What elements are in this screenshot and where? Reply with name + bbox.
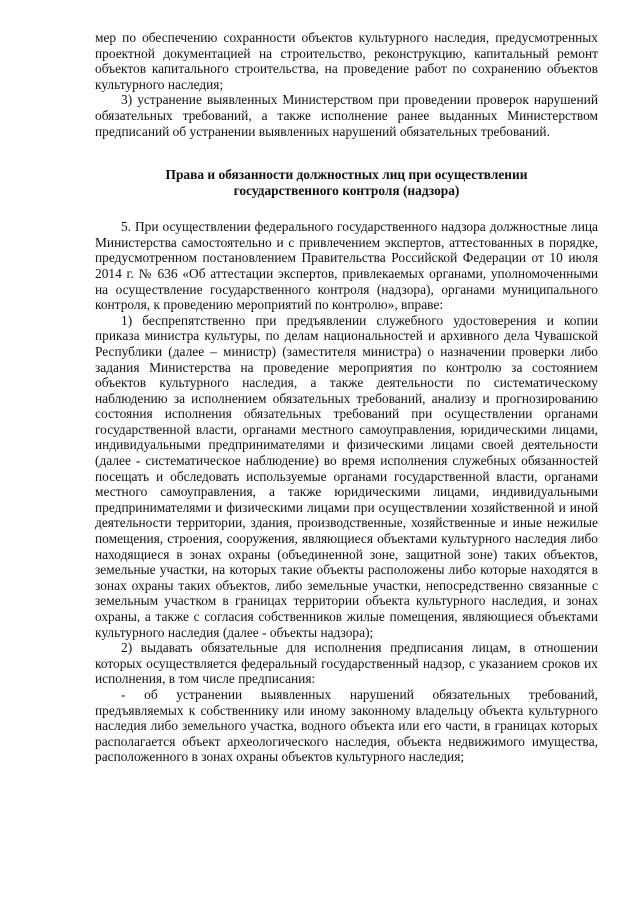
paragraph-clause-5: 5. При осуществлении федерального государственного надзора должностные лица Министерства самостоятельно и с привлечением экспертов, аттестованных в порядке, предусмотренном постановлением Правительства Российской Федерации от 10 июля 2014 г. № 636 «Об аттестации экспертов, привлекаемых органами, уполномоченными на осуществление государственного контроля (надзора), органами муниципального контроля, к проведению мероприятий по контролю», вправе: xyxy=(95,219,598,313)
paragraph-item-3: 3) устранение выявленных Министерством при проведении проверок нарушений обязательных требований, а также исполнение ранее выданных Министерством предписаний об устранении выявленных нарушений обязательных требований. xyxy=(95,92,598,139)
paragraph-continuation: мер по обеспечению сохранности объектов культурного наследия, предусмотренных проектной документацией на строительство, реконструкцию, капитальный ремонт объектов капитального строительства, на проведение работ по сохранению объектов культурного наследия; xyxy=(95,30,598,92)
paragraph-item-1: 1) беспрепятственно при предъявлении служебного удостоверения и копии приказа министра культуры, по делам национальностей и архивного дела Чувашской Республики (далее – министр) (заместителя министра) о назначении проверки либо задания Министерства на проведение мероприятия по контролю за состоянием объектов культурного наследия, а также деятельности по систематическому наблюдению за исполнением обязательных требований, анализу и прогнозированию состояния исполнения обязательных требований при осуществлении органами государственной власти, органами местного самоуправления, юридическими лицами, индивидуальными предпринимателями и физическими лицами своей деятельности (далее - систематическое наблюдение) во время исполнения служебных обязанностей посещать и обследовать используемые органами государственной власти, органами местного самоуправления, а также юридическими лицами, индивидуальными предпринимателями и физическими лицами при осуществлении хозяйственной и иной деятельности территории, здания, производственные, хозяйственные и иные нежилые помещения, строения, сооружения, являющиеся объектами культурного наследия либо находящиеся в зонах охраны (объединенной зоне, защитной зоне) таких объектов, земельные участки, на которых такие объекты расположены либо которые находятся в зонах охраны таких объектов, либо земельные участки, непосредственно связанные с земельным участком в границах территории объекта культурного наследия, и зонах охраны, а также с согласия собственников жилые помещения, являющиеся объектами культурного наследия (далее - объекты надзора); xyxy=(95,312,598,640)
document-page xyxy=(95,30,598,765)
section-heading xyxy=(95,167,598,199)
paragraph-item-2: 2) выдавать обязательные для исполнения предписания лицам, в отношении которых осуществляется федеральный государственный надзор, с указанием сроков их исполнения, в том числе предписания: xyxy=(95,640,598,687)
paragraph-sub-item: - об устранении выявленных нарушений обязательных требований, предъявляемых к собственнику или иному законному владельцу объекта культурного наследия либо земельного участка, водного объекта или его части, в границах которых располагается объект археологического наследия, объекта недвижимого имущества, расположенного в зонах охраны объектов культурного наследия; xyxy=(95,686,598,765)
section-heading-line-2: государственного контроля (надзора) xyxy=(233,183,460,199)
section-heading-line-1: Права и обязанности должностных лиц при осуществлении xyxy=(165,167,528,183)
